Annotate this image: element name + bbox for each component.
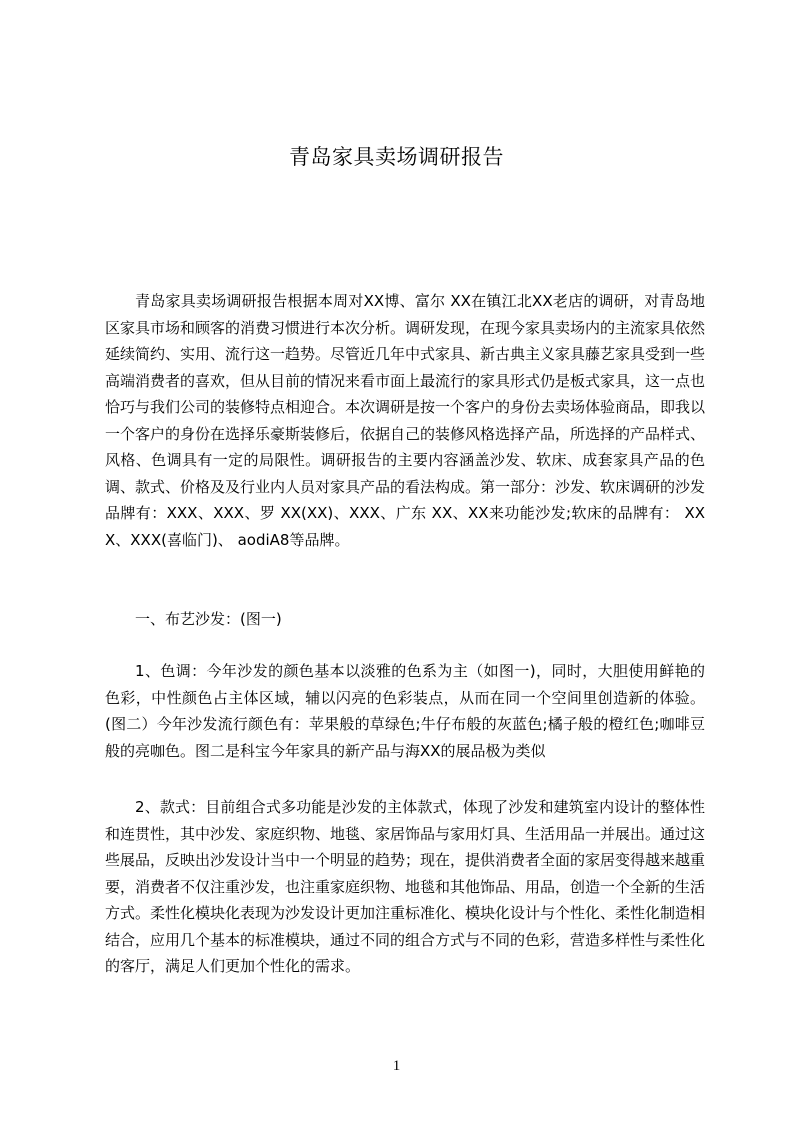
style-paragraph: 2、款式：目前组合式多功能是沙发的主体款式，体现了沙发和建筑室内设计的整体性和连贯性，其中沙发、家庭织物、地毯、家居饰品与家用灯具、生活用品一并展出。通过这些展品，反映出沙发设计当中一个明显的趋势；现在，提供消费者全面的家居变得越来越重要，消费者不仅注重沙发，也注重家庭织物、地毯和其他饰品、用品，创造一个全新的生活方式。柔性化模块化表现为沙发设计更加注重标准化、模块化设计与个性化、柔性化制造相结合，应用几个基本的标准模块，通过不同的组合方式与不同的色彩，营造多样性与柔性化的客厅，满足人们更加个性化的需求。	[105, 798, 706, 975]
intro-paragraph: 青岛家具卖场调研报告根据本周对XX博、富尔 XX在镇江北XX老店的调研，对青岛地区家具市场和顾客的消费习惯进行本次分析。调研发现，在现今家具卖场内的主流家具依然延续简约、实用、流行这一趋势。尽管近几年中式家具、新古典主义家具藤艺家具受到一些高端消费者的喜欢，但从目前的情况来看市面上最流行的家具形式仍是板式家具，这一点也恰巧与我们公司的装修特点相迎合。本次调研是按一个客户的身份去卖场体验商品，即我以一个客户的身份在选择乐豪斯装修后，依据自己的装修风格选择产品，所选择的产品样式、风格、色调具有一定的局限性。调研报告的主要内容涵盖沙发、软床、成套家具产品的色调、款式、价格及及行业内人员对家具产品的看法构成。第一部分：沙发、软床调研的沙发品牌有：XXX、XXX、罗 XX(XX)、XXX、广东 XX、XX来功能沙发;软床的品牌有： XXX、XXX(喜临门)、 aodiA8等品牌。	[105, 292, 706, 549]
color-paragraph: 1、色调：今年沙发的颜色基本以淡雅的色系为主（如图一)，同时，大胆使用鲜艳的色彩，中性颜色占主体区域，辅以闪亮的色彩装点，从而在同一个空间里创造新的体验。(图二）今年沙发流行颜色有：苹果般的草绿色;牛仔布般的灰蓝色;橘子般的橙红色;咖啡豆般的亮咖色。图二是科宝今年家具的新产品与海XX的展品极为类似	[105, 662, 705, 760]
page-number: 1	[392, 1058, 401, 1074]
section-heading: 一、布艺沙发：(图一)	[135, 610, 282, 628]
document-title: 青岛家具卖场调研报告	[289, 145, 504, 169]
